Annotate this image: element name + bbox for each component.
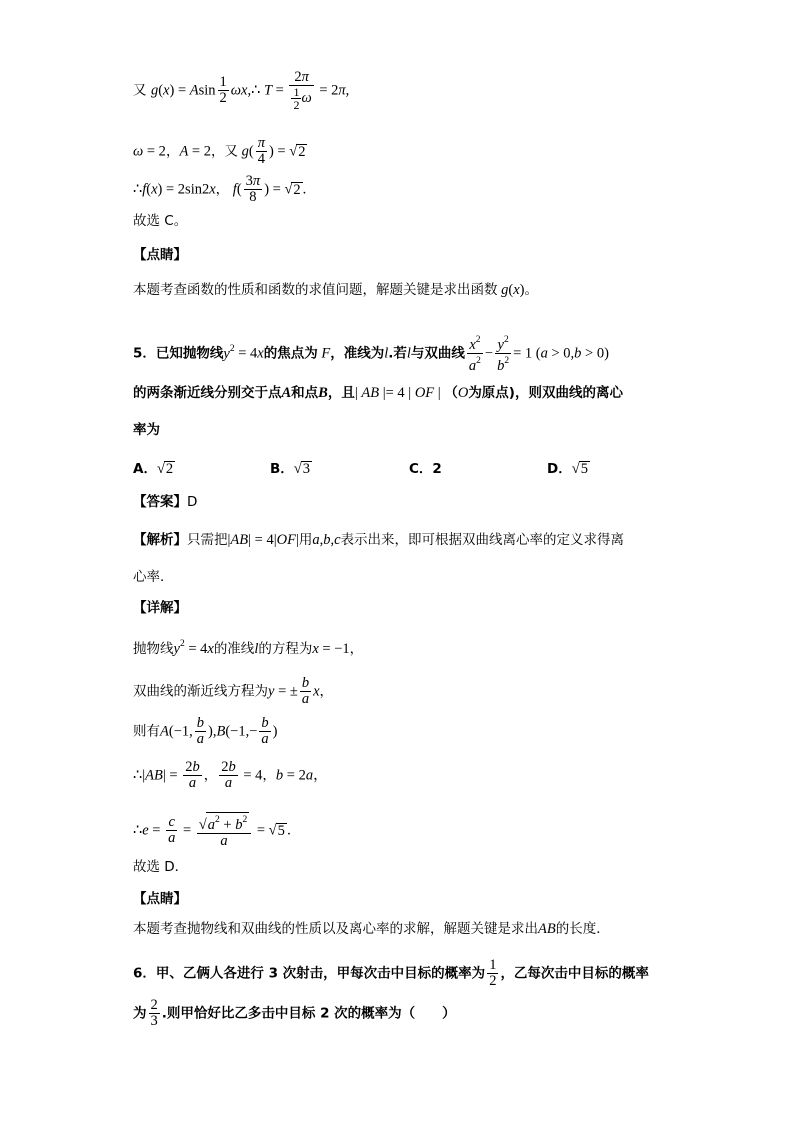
jiexi-line2: 心率．	[133, 569, 174, 585]
detail-3: 则有A(−1, $\frac{b}{a}$ ),B(−1,− $\frac{b}{a}$ )	[133, 715, 278, 747]
summary-2: 本题考查抛物线和双曲线的性质以及离心率的求解，解题关键是求出AB的长度．	[133, 921, 610, 937]
fraction-half: $\frac{1}{2}$	[219, 74, 227, 106]
option-d[interactable]: D．√5	[547, 461, 588, 477]
jiexi-line1: 【解析】只需把|AB| = 4|OF|用a,b,c表示出来，即可根据双曲线离心率的定义求得离	[133, 532, 625, 548]
summary-1: 本题考查函数的性质和函数的求值问题，解题关键是求出函数 g(x)。	[133, 282, 538, 298]
q5-line2: 的两条渐近线分别交于点A和点B，且| AB |= 4 | OF | （O为原点)，则双曲线的离心	[133, 385, 623, 401]
fraction-eccentricity: $\frac{√a^2 + b^2}{a}$	[197, 812, 251, 849]
answer: 【答案】D	[133, 494, 198, 510]
choose-d: 故选 D．	[133, 859, 189, 875]
option-a[interactable]: A．√2	[133, 461, 174, 477]
dianjing-label-1: 【点睛】	[133, 247, 187, 263]
fraction-b-a: $\frac{b}{a}$	[301, 675, 310, 707]
q5-line3: 率为	[133, 422, 160, 438]
option-c[interactable]: C．2	[409, 461, 442, 477]
option-b[interactable]: B．√3	[270, 461, 311, 477]
line-omega: ω = 2，A = 2，又 g( $\frac{\pi}{4}$ ) = √2	[133, 135, 306, 167]
fraction-x2-a2: $\frac{x^2}{a^2}$	[468, 335, 481, 374]
fraction-1-2: $\frac{1}{2}$	[489, 957, 497, 989]
formula-gx: g(x) = Asin	[150, 82, 216, 99]
detail-4: ∴|AB| = $\frac{2b}{a}$ ， $\frac{2b}{a}$ = 4，b = 2a，	[133, 759, 328, 791]
prefix-you: 又	[133, 82, 147, 99]
detail-5: ∴e = $\frac{c}{a}$ = $\frac{√a^2 + b^2}{a}$ = √5 ．	[133, 814, 301, 849]
line-g-definition: 又 g(x) = Asin $\frac{1}{2}$ ωx,∴ T = 2π $\frac{1}{2}$ ω = 2π,	[133, 69, 350, 112]
choose-c: 故选 C。	[133, 213, 188, 229]
detail-1: 抛物线$y^2 = 4x$的准线l的方程为x = −1，	[133, 639, 364, 657]
fraction-y2-b2: $\frac{y^2}{b^2}$	[497, 335, 510, 374]
q6-line1: 6．甲、乙俩人各进行 3 次射击，甲每次击中目标的概率为 $\frac{1}{2}$ ，乙每次击中目标的概率	[133, 957, 649, 989]
fraction-period: 2π $\frac{1}{2}$ ω	[289, 70, 313, 111]
detail-2: 双曲线的渐近线方程为y = ± $\frac{b}{a}$ x，	[133, 675, 334, 707]
xiangjie-label: 【详解】	[133, 600, 187, 616]
q6-line2: 为 $\frac{2}{3}$ .则甲恰好比乙多击中目标 2 次的概率为（ ）	[133, 997, 456, 1029]
fraction-3pi-8: $\frac{3\pi}{8}$	[245, 173, 261, 205]
q5-line1: 5．已知抛物线$y^2 = 4x$的焦点为 F，准线为l.若l与双曲线 $\frac{x^2}{a^2}$ − $\frac{y^2}{b^2}$ = 1 (a > 0,b > 0)	[133, 335, 609, 374]
fraction-2-3: $\frac{2}{3}$	[150, 997, 158, 1029]
dianjing-label-2: 【点睛】	[133, 891, 187, 907]
fraction-pi-4: $\frac{\pi}{4}$	[257, 135, 265, 167]
line-fx: ∴f(x) = 2sin2x， f( $\frac{3\pi}{8}$ ) = √2 .	[133, 173, 307, 205]
